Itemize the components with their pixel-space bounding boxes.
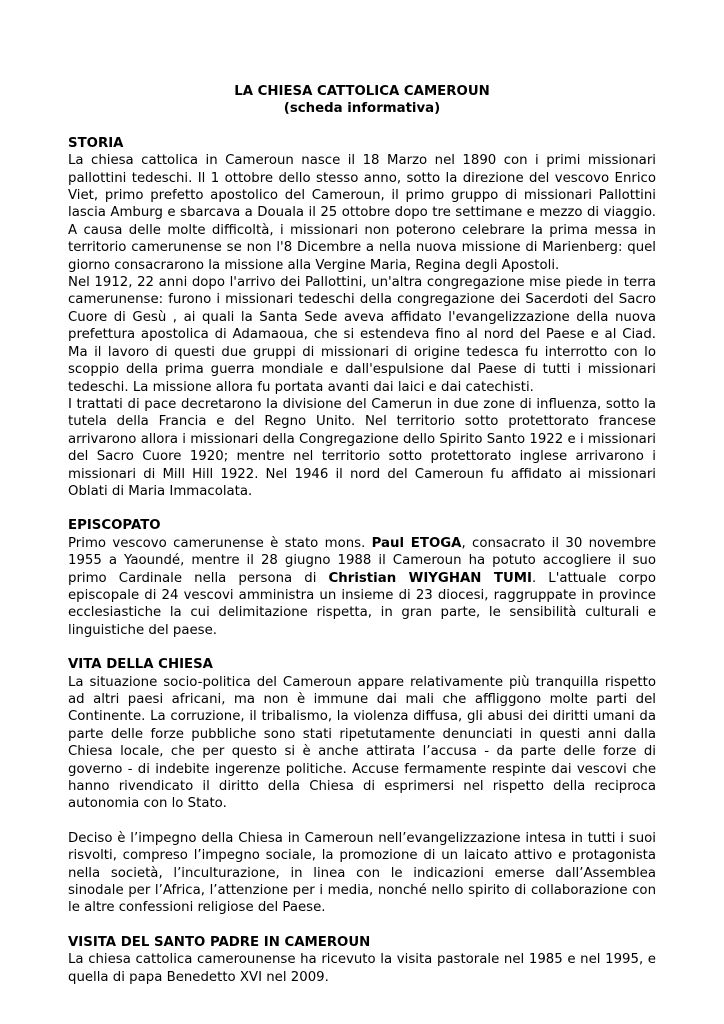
bishop-name: Paul ETOGA xyxy=(371,535,462,551)
section-heading-visita: VISITA DEL SANTO PADRE IN CAMEROUN xyxy=(68,934,371,950)
document-title: LA CHIESA CATTOLICA CAMEROUN xyxy=(234,84,490,99)
text-run: , consacrato il 30 novembre 1955 a Yaoundé, mentre il 28 giugno 1988 il Cameroun ha potuto accogliere il suo primo Cardinale nella persona di xyxy=(68,535,656,586)
section-heading-vita: VITA DELLA CHIESA xyxy=(68,657,213,673)
paragraph xyxy=(68,535,656,639)
paragraph: La chiesa cattolica in Cameroun nasce il 18 Marzo nel 1890 con i primi missionari pallottini tedeschi. Il 1 ottobre dello stesso anno, sotto la direzione del vescovo Enrico Viet, primo prefetto apostolico del Cameroun, il primo gruppo di missionari Pallottini lascia Amburg e sbarcava a Douala il 25 ottobre dopo tre settimane e mezzo di viaggio. A causa delle molte difficoltà, i missionari non poterono celebrare la prima messa in territorio camerunense se non l'8 Dicembre a nella nuova missione di Marienberg: quel giorno consacrarono la missione alla Vergine Maria, Regina degli Apostoli. xyxy=(68,153,656,273)
section-heading-storia: STORIA xyxy=(68,135,124,151)
cardinal-name: Christian WIYGHAN TUMI xyxy=(328,570,532,586)
text-run: . L'attuale corpo episcopale di 24 vescovi amministra un insieme di 23 diocesi, raggruppate in province ecclesiastiche la cui delimitazione rispetta, in gran parte, le sensibilità culturali e linguistiche del paese. xyxy=(68,570,656,638)
text-run: Primo vescovo camerunense è stato mons. xyxy=(68,535,372,551)
paragraph: Deciso è l’impegno della Chiesa in Cameroun nell’evangelizzazione intesa in tutti i suoi risvolti, compreso l’impegno sociale, la promozione di un laicato attivo e protagonista nella società, l’inculturazione, in linea con le indicazioni emerse dall’Assemblea sinodale per l’Africa, l’attenzione per i media, nonché nello spirito di collaborazione con le altre confessioni religiose del Paese. xyxy=(68,830,656,916)
section-visita xyxy=(68,934,656,986)
section-episcopato xyxy=(68,517,656,639)
paragraph: I trattati di pace decretarono la divisione del Camerun in due zone di influenza, sotto la tutela della Francia e del Regno Unito. Nel territorio sotto protettorato francese arrivarono allora i missionari della Congregazione dello Spirito Santo 1922 e i missionari del Sacro Cuore 1920; mentre nel territorio sotto protettorato inglese arrivarono i missionari di Mill Hill 1922. Nel 1946 il nord del Cameroun fu affidato ai missionari Oblati di Maria Immacolata. xyxy=(68,396,656,499)
paragraph: La chiesa cattolica camerounense ha ricevuto la visita pastorale nel 1985 e nel 1995, e quella di papa Benedetto XVI nel 2009. xyxy=(68,952,656,985)
paragraph: Nel 1912, 22 anni dopo l'arrivo dei Pallottini, un'altra congregazione mise piede in terra camerunense: furono i missionari tedeschi della congregazione dei Sacerdoti del Sacro Cuore di Gesù , ai quali la Santa Sede aveva affidato l'evangelizzazione della nuova prefettura apostolica di Adamaoua, che si estendeva fino al nord del Paese e al Ciad. Ma il lavoro di questi due gruppi di missionari di origine tedesca fu interrotto con lo scoppio della prima guerra mondiale e dall'espulsione dal Paese di tutti i missionari tedeschi. La missione allora fu portata avanti dai laici e dai catechisti. xyxy=(68,275,656,395)
paragraph: La situazione socio-politica del Cameroun appare relativamente più tranquilla rispetto ad altri paesi africani, ma non è immune dai mali che affliggono molte parti del Continente. La corruzione, il tribalismo, la violenza diffusa, gli abusi dei diritti umani da parte delle forze pubbliche sono stati ripetutamente denunciati in questi anni dalla Chiesa locale, che per questo si è anche attirata l’accusa - da parte delle forze di governo - di indebite ingerenze politiche. Accuse fermamente respinte dai vescovi che hanno rivendicato il diritto della Chiesa di esprimersi nel rispetto della reciproca autonomia con lo Stato. xyxy=(68,674,656,812)
document-subtitle: (scheda informativa) xyxy=(283,101,441,117)
section-vita-della-chiesa xyxy=(68,656,656,917)
document-page xyxy=(68,83,656,1003)
section-heading-episcopato: EPISCOPATO xyxy=(68,518,161,534)
section-storia xyxy=(68,135,656,501)
